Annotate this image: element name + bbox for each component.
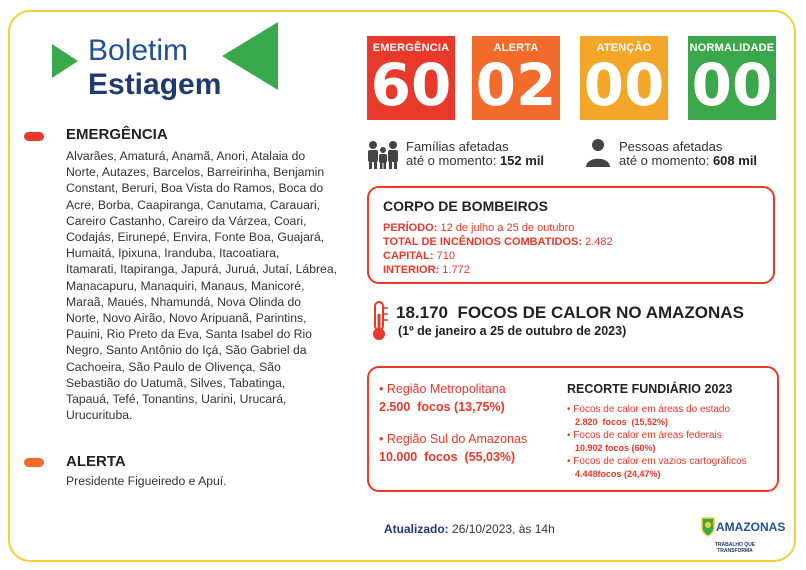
list-line: Careiro Castanho, Careiro da Várzea, Coari,	[66, 213, 307, 228]
status-alerta	[472, 36, 560, 120]
amazonas-logo-name: AMAZONAS	[716, 520, 786, 534]
status-label: ALERTA	[493, 42, 539, 54]
list-line: Urucurituba.	[66, 408, 133, 423]
pessoas-afetadas	[619, 140, 757, 168]
regiao-metropolitana-label: • Região Metropolitana	[379, 382, 506, 396]
recorte-item-label: • Focos de calor em áreas do estado	[567, 404, 731, 415]
list-line: Codajás, Eirunepé, Envira, Fonte Boa, Guajará,	[66, 230, 325, 245]
title-estiagem: Estiagem	[88, 68, 222, 101]
status-value: 02	[475, 51, 557, 119]
alerta-municipios: Presidente Figueiredo e Apuí.	[66, 474, 227, 488]
familias-line2: até o momento: 152 mil	[406, 153, 545, 168]
focos-subheading: (1º de janeiro a 25 de outubro de 2023)	[398, 324, 627, 338]
status-normalidade	[688, 36, 776, 120]
list-line: Negro, Santo Antônio do Içá, São Gabriel da	[66, 343, 307, 358]
thermometer-icon	[368, 300, 390, 342]
list-line: Humaitá, Ipixuna, Iranduba, Itacoatiara,	[66, 246, 280, 261]
status-label: NORMALIDADE	[689, 42, 775, 54]
familias-afetadas	[406, 140, 544, 168]
list-line: Norte, Novo Airão, Novo Aripuanã, Parintins,	[66, 311, 307, 326]
list-line: Alvarães, Amaturá, Anamã, Anori, Atalaia do	[66, 149, 306, 163]
list-line: Norte, Autazes, Barcelos, Barreirinha, Benjamin	[66, 165, 325, 180]
status-value: 60	[370, 51, 452, 119]
bombeiros-periodo: PERÍODO: 12 de julho a 25 de outubro	[383, 222, 575, 234]
recorte-item-value: 10.902 focos (60%)	[575, 443, 656, 453]
emergencia-municipios	[66, 148, 356, 423]
list-line: Cachoeira, São Paulo de Olivença, São	[66, 359, 281, 374]
family-icon	[366, 140, 400, 170]
alerta-marker-icon	[24, 458, 44, 467]
recorte-item-value: 2.820 focos (15,52%)	[575, 417, 669, 427]
emergencia-marker-icon	[24, 132, 44, 141]
status-atencao	[580, 36, 668, 120]
regioes-box	[367, 366, 779, 492]
logo-triangle-right-icon	[222, 22, 278, 90]
bombeiros-box	[367, 186, 775, 284]
status-label: EMERGÊNCIA	[372, 42, 450, 54]
pessoas-line1: Pessoas afetadas	[619, 139, 723, 154]
amazonas-crest-icon	[700, 516, 716, 538]
familias-value: 152 mil	[499, 153, 545, 168]
title-boletim: Boletim	[88, 34, 189, 67]
bombeiros-capital: CAPITAL: 710	[383, 250, 455, 262]
person-icon	[585, 138, 611, 168]
focos-heading: 18.170 FOCOS DE CALOR NO AMAZONAS	[396, 303, 744, 322]
alerta-heading: ALERTA	[66, 453, 126, 470]
pessoas-line2: até o momento: 608 mil	[619, 153, 758, 168]
status-label: ATENÇÃO	[596, 42, 652, 54]
regiao-sul-label: • Região Sul do Amazonas	[379, 432, 528, 446]
recorte-heading: RECORTE FUNDIÁRIO 2023	[567, 382, 733, 396]
recorte-item-value: 4.448focos (24,47%)	[575, 469, 661, 479]
status-value: 00	[691, 51, 773, 119]
list-line: Acre, Borba, Caapiranga, Canutama, Carauari,	[66, 197, 321, 212]
regiao-metropolitana-value: 2.500 focos (13,75%)	[379, 400, 505, 414]
list-line: Pauini, Rio Preto da Eva, Santa Isabel do Rio	[66, 327, 312, 342]
bombeiros-interior: INTERIOR: 1.772	[383, 264, 470, 276]
regiao-sul-value: 10.000 focos (55,03%)	[379, 450, 516, 464]
amazonas-logo-slogan: TRABALHO QUE TRANSFORMA	[714, 542, 756, 554]
list-line: Constant, Beruri, Boa Vista do Ramos, Boca do	[66, 181, 324, 196]
emergencia-heading: EMERGÊNCIA	[66, 126, 168, 143]
status-value: 00	[583, 51, 665, 119]
bombeiros-total: TOTAL DE INCÊNDIOS COMBATIDOS: 2.482	[383, 236, 613, 248]
bombeiros-heading: CORPO DE BOMBEIROS	[383, 198, 548, 214]
pessoas-value: 608 mil	[712, 153, 758, 168]
recorte-item-label: • Focos de calor em vazios cartográficos	[567, 456, 747, 467]
familias-line1: Famílias afetadas	[406, 139, 509, 154]
list-line: Itamarati, Itapiranga, Japurá, Juruá, Jutaí, Lábrea,	[66, 262, 337, 277]
recorte-item-label: • Focos de calor em áreas federais	[567, 430, 722, 441]
list-line: Sebastião do Uatumã, Silves, Tabatinga,	[66, 375, 286, 390]
logo-triangle-left-icon	[52, 44, 78, 78]
list-line: Manacapuru, Manaquiri, Manaus, Manicoré,	[66, 278, 305, 293]
list-line: Tapauá, Tefé, Tonantins, Uarini, Urucará,	[66, 392, 287, 407]
status-emergencia	[367, 36, 455, 120]
list-line: Maraã, Maués, Nhamundá, Nova Olinda do	[66, 294, 302, 309]
updated-at: Atualizado: 26/10/2023, às 14h	[384, 522, 555, 536]
